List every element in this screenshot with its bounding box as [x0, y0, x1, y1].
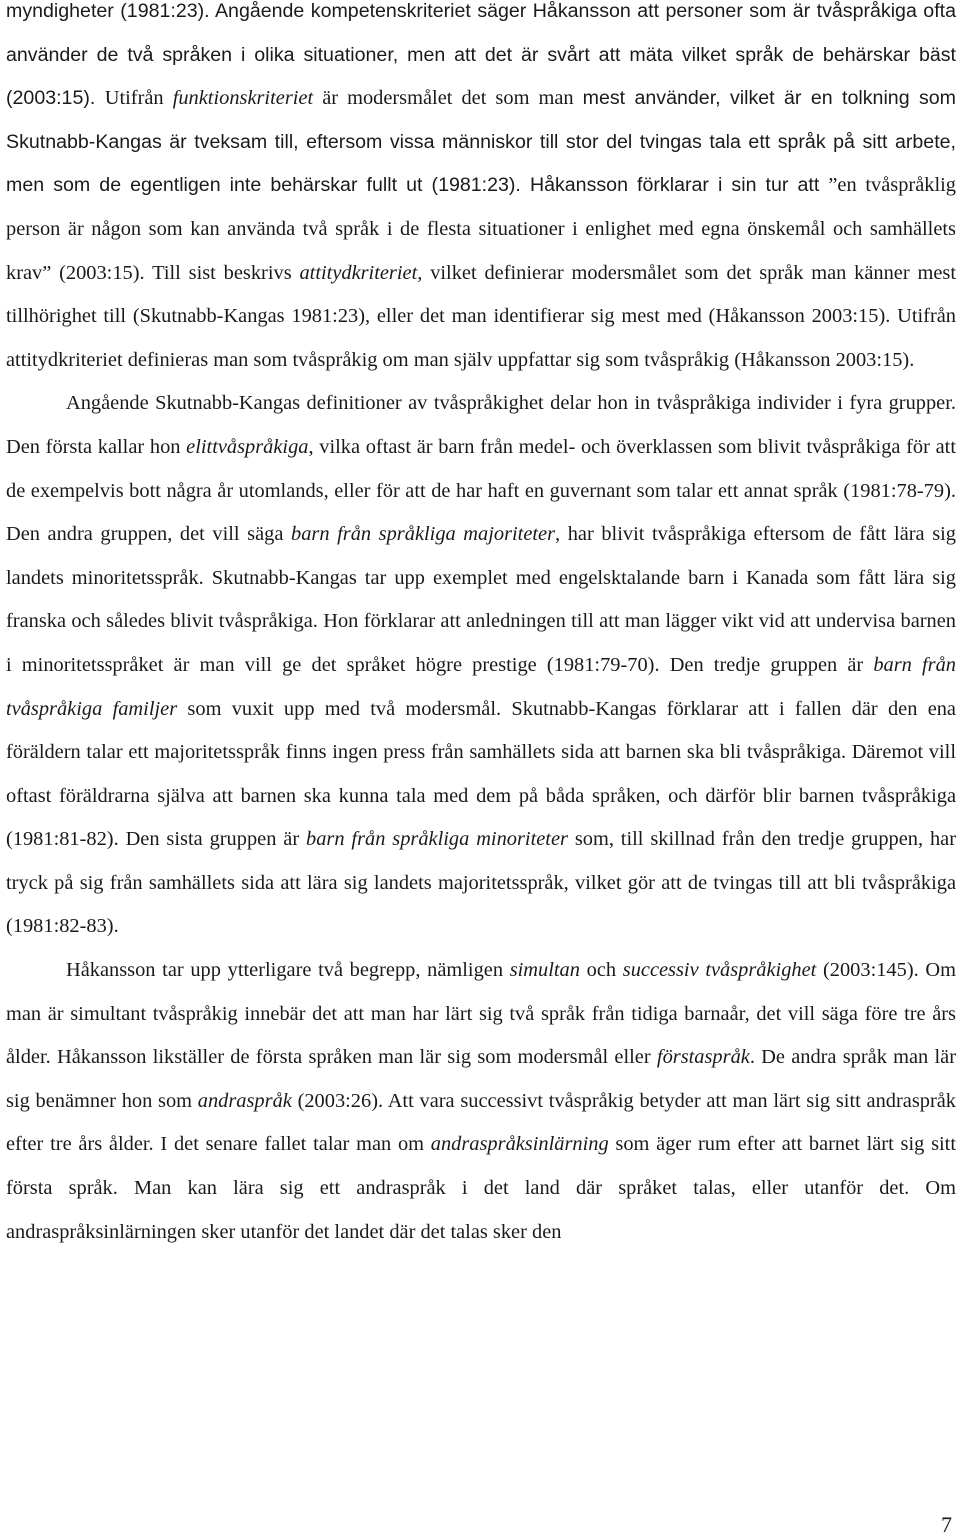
text-run: Angående Skutnabb-Kangas definitioner av tvåspråkighet delar hon in tvåspråkiga individer i fyra grupper. Den första kallar hon	[6, 392, 956, 458]
emphasized-term: funktionskriteriet	[172, 87, 314, 110]
text-run: mest använder, vilket är en tolkning som Skutnabb-Kangas är tveksam till, eftersom vissa människor till stor del tvingas tala ett språk på sitt arbete, men som de egentligen inte behärskar fullt ut (1981:23). Håkansson förklarar i sin tur att	[6, 87, 957, 197]
emphasized-term: simultan	[509, 959, 580, 982]
emphasized-term: successiv tvåspråkighet	[622, 959, 817, 982]
text-run: , vilka oftast är barn från medel- och överklassen som blivit tvåspråkiga för att de exempelvis bott några år utomlands, eller för att de har haft en guvernant som talar ett annat språk (1981:78-79). Den andra gruppen, det vill säga	[6, 435, 956, 546]
emphasized-term: förstaspråk	[656, 1046, 750, 1069]
text-run: som äger rum efter att barnet lärt sig sitt första språk. Man kan lära sig ett andraspråk i det land där språket talas, eller utanför det. Om andraspråksinlärningen sker utanför det landet där det talas sker den	[6, 1133, 957, 1243]
text-run: som vuxit upp med två modersmål. Skutnabb-Kangas förklarar att i fallen där den ena föräldern talar ett majoritetsspråk finns ingen press från samhällets sida att barnen ska bli tvåspråkiga. Däremot vill oftast föräldrarna själva att barnen ska kunna tala med dem på båda språken, och därför blir barnen tvåspråkiga (1981:81-82). Den sista gruppen är	[6, 697, 956, 851]
emphasized-term: attitydkriteriet,	[299, 261, 423, 284]
text-run: (2003:26). Att vara successivt tvåspråkig betyder att man lärt sig sitt andraspråk efter tre års ålder. I det senare fallet talar man om	[6, 1089, 956, 1156]
text-run: är modersmålet det som man	[313, 87, 583, 110]
emphasized-term: elittvåspråkiga	[186, 435, 309, 458]
emphasized-term: andraspråk	[197, 1089, 292, 1112]
emphasized-term: barn från språkliga minoriteter	[306, 828, 568, 851]
text-run: och	[579, 959, 623, 982]
paragraph	[6, 949, 956, 1254]
text-run: som, till skillnad från den tredje gruppen, har tryck på sig från samhällets sida att lära sig landets majoritetsspråk, vilket gör att de tvingas till att bli tvåspråkiga (1981:82-83).	[6, 828, 956, 938]
text-run: Utifrån	[104, 87, 173, 110]
emphasized-term: barn från språkliga majoriteter	[291, 523, 556, 546]
page-number: 7	[941, 1512, 952, 1537]
text-run: vilket definierar modersmålet som det språk man känner mest tillhörighet till (Skutnabb-Kangas 1981:23), eller det man identifierar sig mest med (Håkansson 2003:15). Utifrån attitydkriteriet definieras man som tvåspråkig om man själv uppfattar sig som tvåspråkig (Håkansson 2003:15).	[6, 261, 956, 371]
text-run: Håkansson tar upp ytterligare två begrepp, nämligen	[66, 959, 510, 982]
paragraph	[6, 382, 956, 949]
emphasized-term: barn från tvåspråkiga familjer	[6, 653, 956, 720]
text-run: myndigheter (1981:23). Angående kompetenskriteriet säger Håkansson att personer som är tvåspråkiga ofta använder de två språken i olika situationer, men att det är svårt att mäta vilket språk de behärskar bäst (2003:15).	[6, 0, 956, 110]
paragraph	[6, 0, 956, 382]
emphasized-term: andraspråksinlärning	[430, 1133, 609, 1156]
text-run: . De andra språk man lär sig benämner hon som	[6, 1046, 957, 1112]
text-run: ”en tvåspråklig person är någon som kan använda två språk i de flesta situationer i enlighet med egna önskemål och samhällets krav” (2003:15). Till sist beskrivs	[6, 174, 956, 284]
text-run: (2003:145). Om man är simultant tvåspråkig innebär det att man har lärt sig två språk från tidiga barnaår, det vill säga före tre års ålder. Håkansson likställer de första språken man lär sig som modersmål eller	[6, 959, 956, 1069]
body-text	[6, 0, 956, 1254]
text-run: , har blivit tvåspråkiga eftersom de fått lära sig landets minoritetsspråk. Skutnabb-Kangas tar upp exemplet med engelsktalande barn i Kanada som fått lära sig franska och således blivit tvåspråkiga. Hon förklarar att anledningen till att man lägger vikt vid att undervisa barnen i minoritetsspråket är man vill ge det språket högre prestige (1981:79-70). Den tredje gruppen är	[6, 523, 956, 676]
